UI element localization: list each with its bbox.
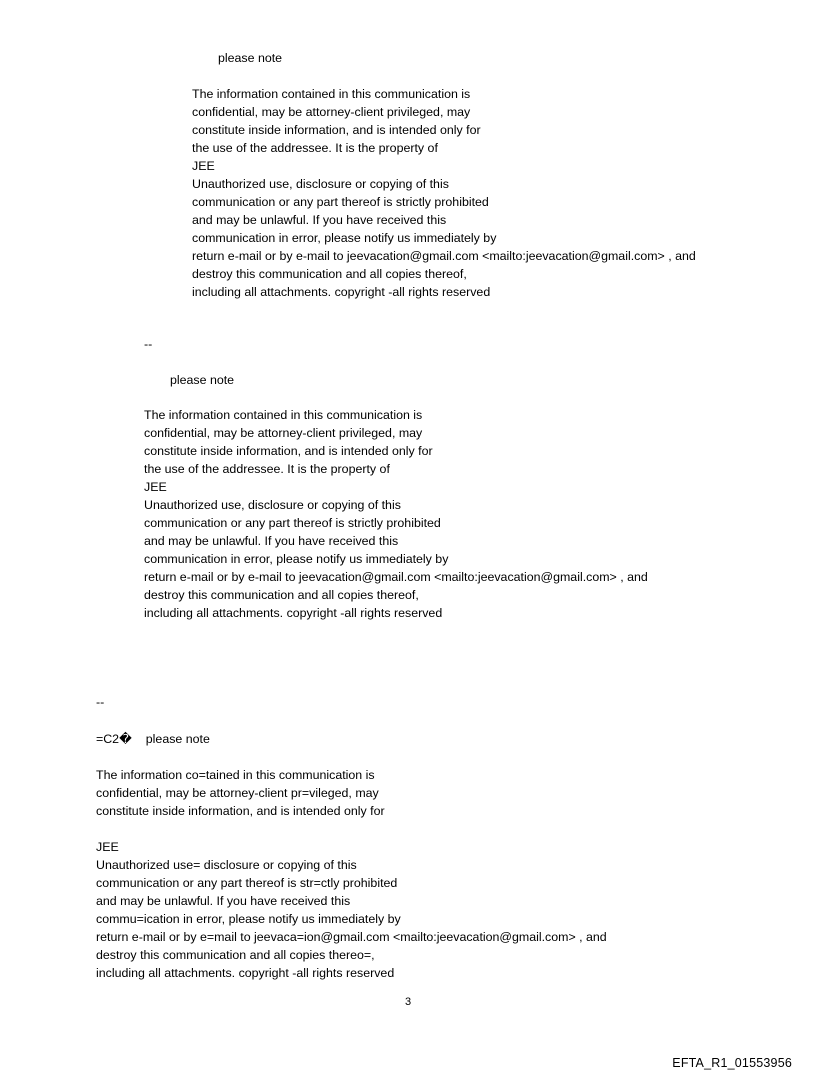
section2-line: including all attachments. copyright -all rights reserved — [144, 606, 443, 620]
section1-note: please note — [218, 51, 283, 65]
section1-line: communication or any part thereof is strictly prohibited — [192, 195, 489, 209]
section2-line: return e-mail or by e-mail to jeevacation@gmail.com <mailto:jeevacation@gmail.com> , and — [144, 570, 648, 584]
section3-line: communication or any part thereof is str=ctly prohibited — [96, 876, 398, 890]
section3-note: please note — [145, 732, 210, 746]
blank-line — [96, 820, 607, 838]
section2-line: The information contained in this communication is — [144, 408, 423, 422]
section2-line: Unauthorized use, disclosure or copying of this — [144, 498, 401, 512]
section3-disclaimer — [96, 766, 607, 982]
section3-line: constitute inside information, and is intended only for — [96, 804, 385, 818]
section1-line: destroy this communication and all copies thereof, — [192, 267, 467, 281]
section-separator: -- — [96, 695, 105, 709]
section3-line: Unauthorized use= disclosure or copying of this — [96, 858, 357, 872]
section1-line: Unauthorized use, disclosure or copying of this — [192, 177, 449, 191]
section1-line: JEE — [192, 159, 215, 173]
section1-line: The information contained in this communication is — [192, 87, 471, 101]
section1-line: confidential, may be attorney-client privileged, may — [192, 105, 471, 119]
bates-number: EFTA_R1_01553956 — [672, 1056, 792, 1070]
page-number: 3 — [404, 996, 412, 1008]
section2-line: destroy this communication and all copies thereof, — [144, 588, 419, 602]
section2-line: confidential, may be attorney-client privileged, may — [144, 426, 423, 440]
section3-line: destroy this communication and all copies thereo=, — [96, 948, 375, 962]
section3-line: including all attachments. copyright -all rights reserved — [96, 966, 395, 980]
section-separator: -- — [144, 337, 153, 351]
encoding-artifact: =C2� — [96, 732, 132, 746]
section2-line: constitute inside information, and is intended only for — [144, 444, 433, 458]
section3-line: commu=ication in error, please notify us immediately by — [96, 912, 401, 926]
section2-note: please note — [170, 373, 235, 387]
section2-line: JEE — [144, 480, 167, 494]
section1-line: constitute inside information, and is intended only for — [192, 123, 481, 137]
section2-line: communication or any part thereof is strictly prohibited — [144, 516, 441, 530]
section1-line: communication in error, please notify us immediately by — [192, 231, 497, 245]
section1-line: the use of the addressee. It is the property of — [192, 141, 438, 155]
section2-line: the use of the addressee. It is the property of — [144, 462, 390, 476]
section3-line: and may be unlawful. If you have received this — [96, 894, 351, 908]
section1-disclaimer — [192, 85, 696, 301]
section3-line: confidential, may be attorney-client pr=vileged, may — [96, 786, 379, 800]
section3-line: The information co=tained in this communication is — [96, 768, 375, 782]
section2-line: communication in error, please notify us immediately by — [144, 552, 449, 566]
section1-line: including all attachments. copyright -all rights reserved — [192, 285, 491, 299]
section2-line: and may be unlawful. If you have received this — [144, 534, 399, 548]
section3-line: return e-mail or by e=mail to jeevaca=ion@gmail.com <mailto:jeevacation@gmail.com> , and — [96, 930, 607, 944]
section1-line: and may be unlawful. If you have received this — [192, 213, 447, 227]
section3-line: JEE — [96, 840, 119, 854]
section1-line: return e-mail or by e-mail to jeevacation@gmail.com <mailto:jeevacation@gmail.com> , and — [192, 249, 696, 263]
section2-disclaimer — [144, 406, 648, 622]
section3-note-line — [96, 730, 210, 748]
